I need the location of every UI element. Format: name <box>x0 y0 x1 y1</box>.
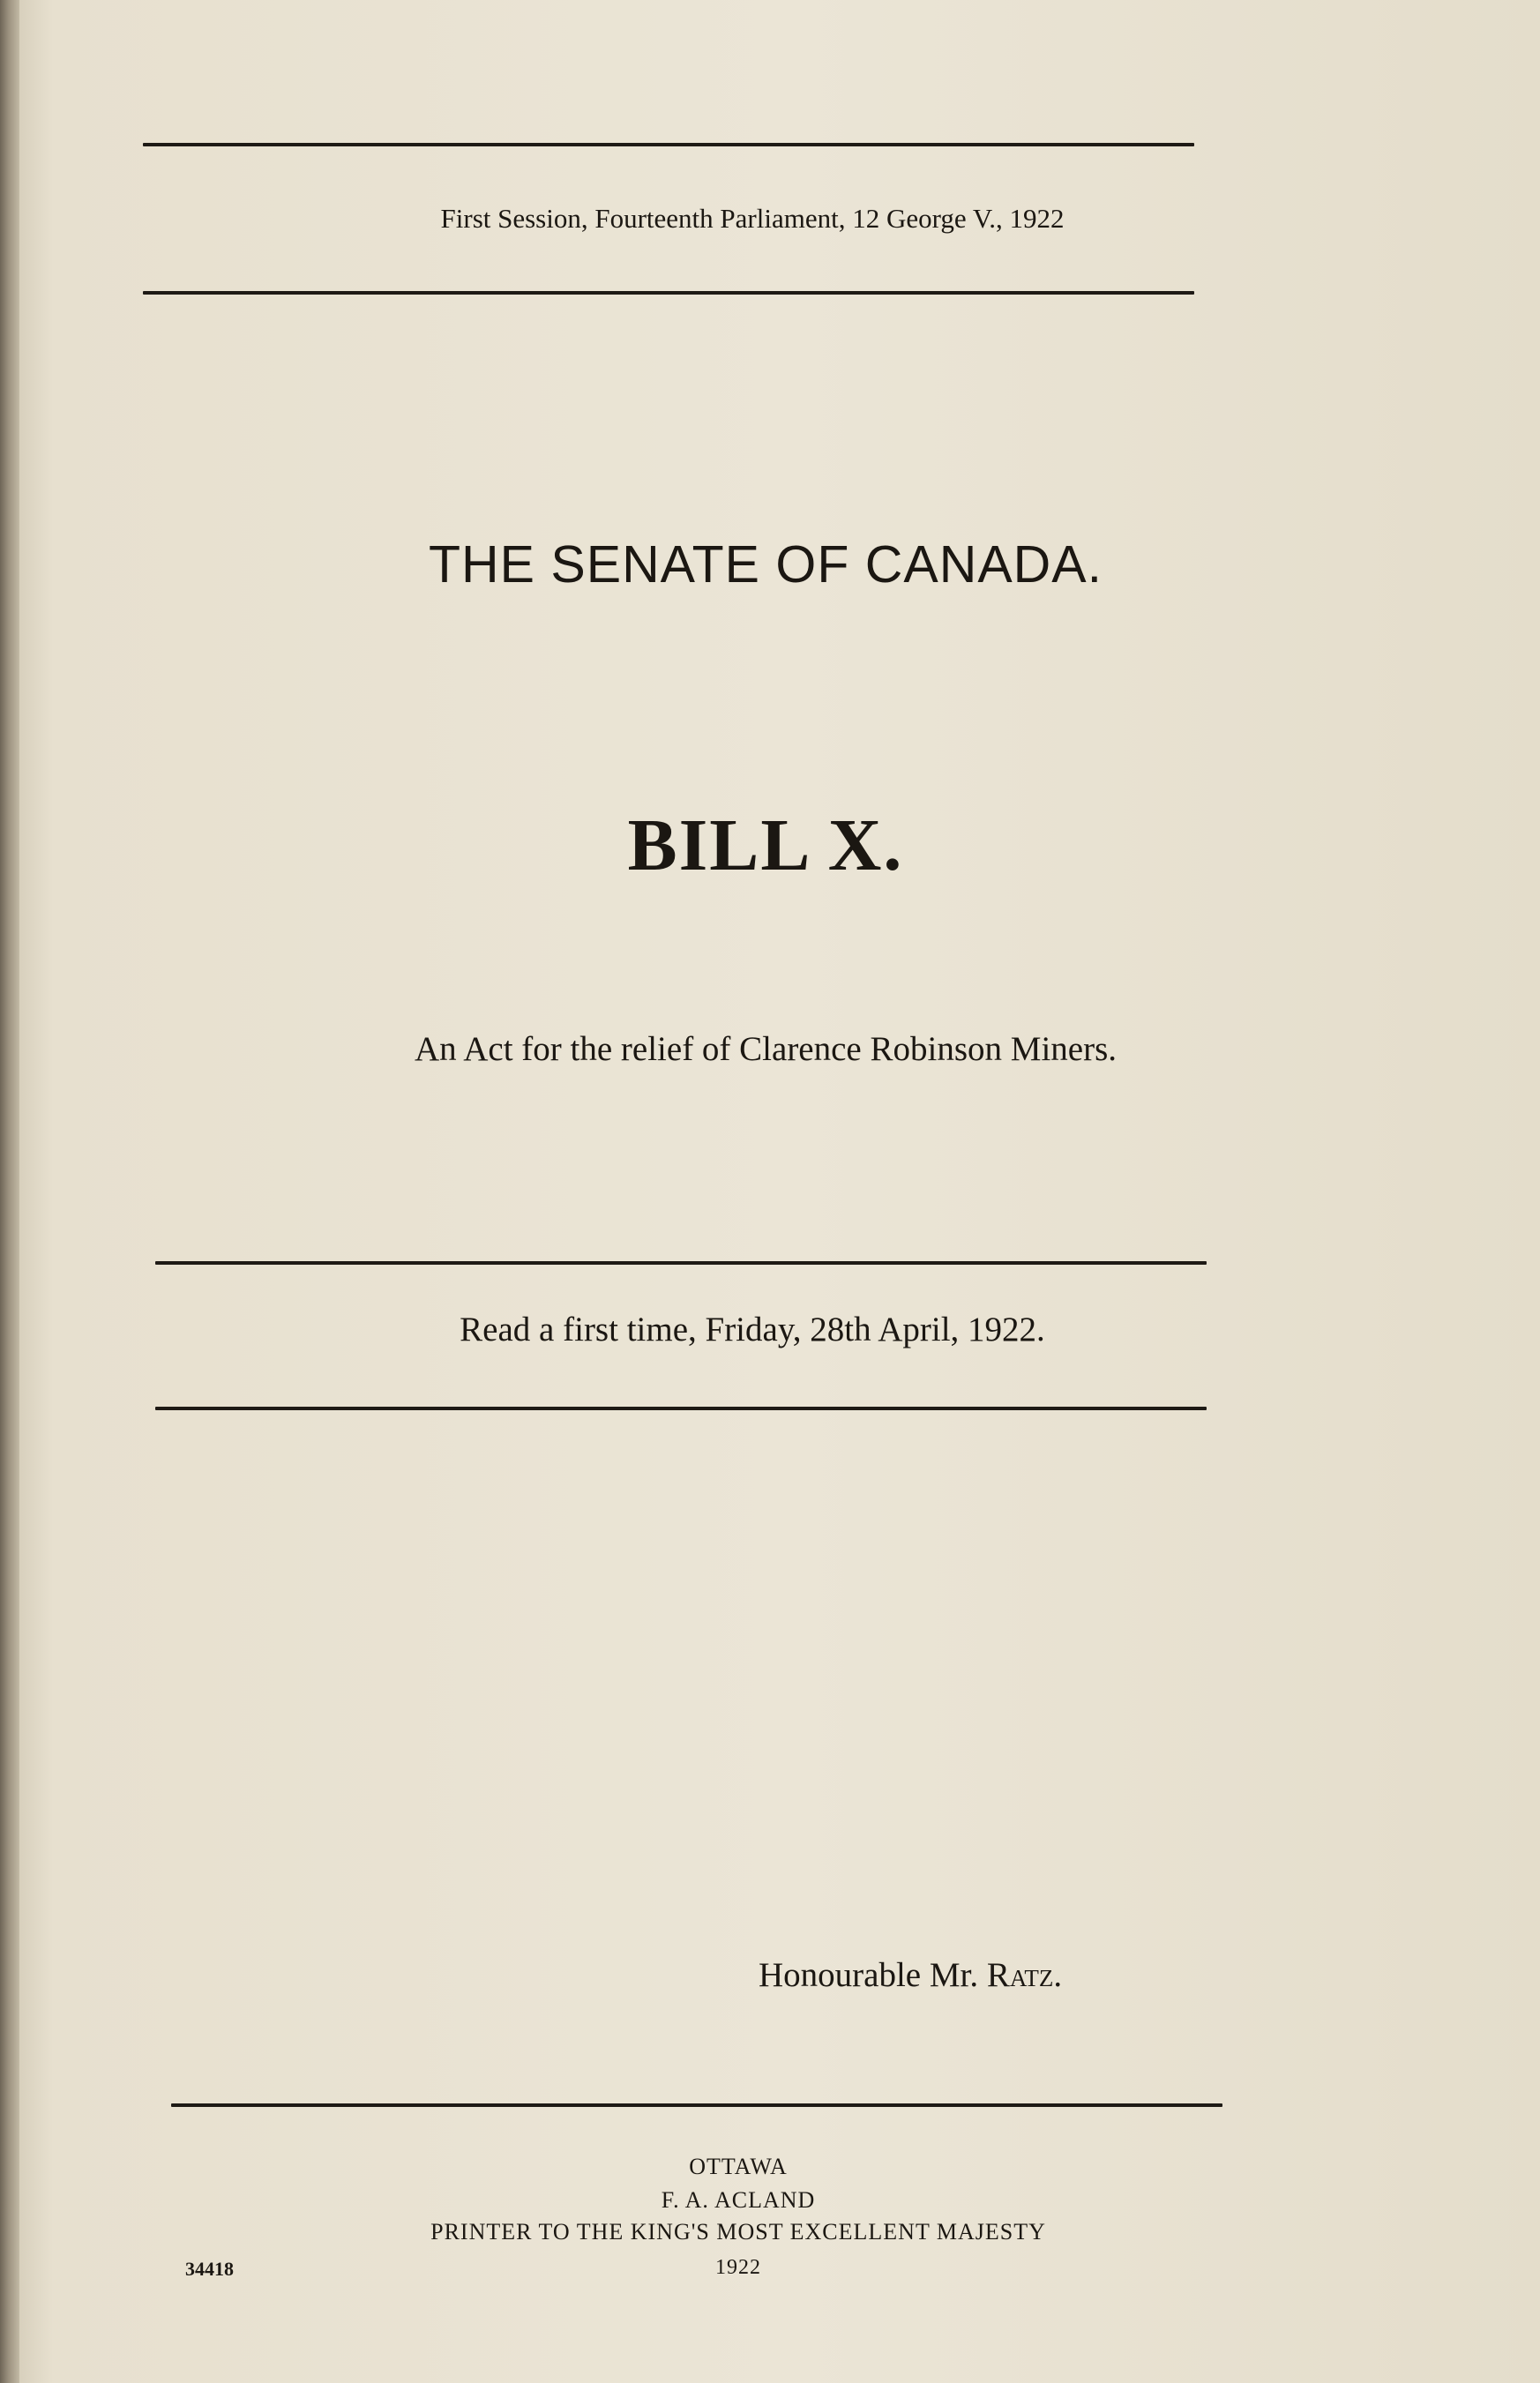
chamber-title: THE SENATE OF CANADA. <box>428 535 1103 594</box>
reading-bottom-rule <box>155 1407 1207 1410</box>
first-reading-line: Read a first time, Friday, 28th April, 1922. <box>460 1311 1045 1348</box>
sponsor-name: Ratz. <box>986 1956 1063 1994</box>
imprint-rule <box>171 2103 1222 2107</box>
session-rule <box>143 291 1194 295</box>
job-number: 34418 <box>185 2258 234 2280</box>
imprint-year: 1922 <box>715 2256 761 2279</box>
top-rule <box>143 143 1194 146</box>
imprint-printer-title: PRINTER TO THE KING'S MOST EXCELLENT MAJESTY <box>430 2219 1046 2245</box>
session-line: First Session, Fourteenth Parliament, 12 George V., 1922 <box>440 203 1065 234</box>
imprint-printer: F. A. ACLAND <box>661 2187 816 2213</box>
bill-number: BILL X. <box>627 804 904 886</box>
binding-edge <box>0 0 19 2383</box>
act-title: An Act for the relief of Clarence Robinson Miners. <box>414 1030 1118 1068</box>
bleed-through-text <box>273 415 280 443</box>
reading-top-rule <box>155 1261 1207 1265</box>
sponsor-prefix: Honourable Mr. <box>759 1956 979 1994</box>
imprint-city: OTTAWA <box>689 2154 788 2179</box>
sponsor-line <box>759 1955 1062 1995</box>
